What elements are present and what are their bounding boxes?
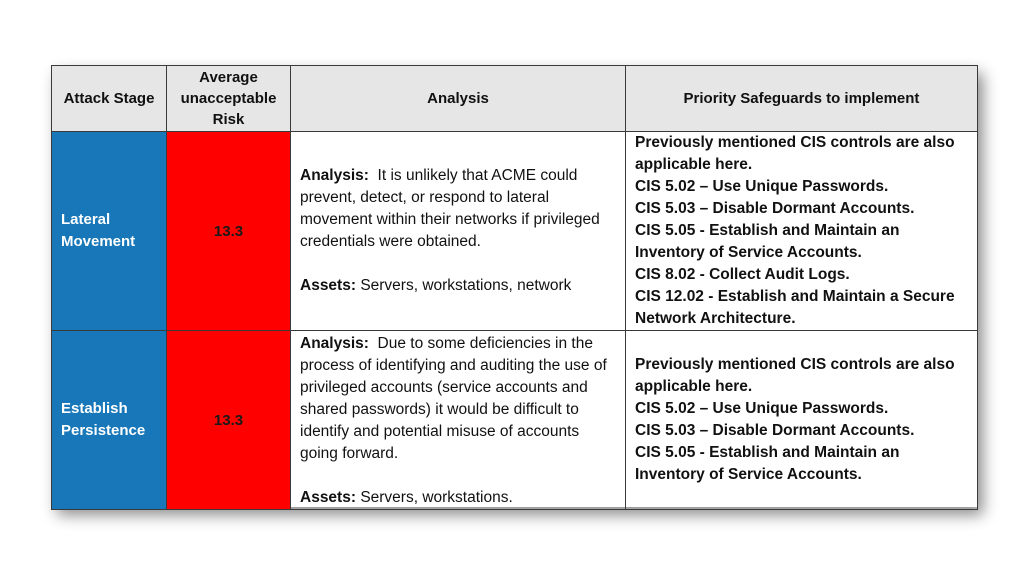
header-average-risk [167,66,291,132]
risk-score-cell [167,331,291,510]
header-average-risk-label: Average unacceptable Risk [180,69,277,128]
safeguard-item: CIS 5.05 - Establish and Maintain an Inventory of Service Accounts. [635,444,900,483]
analysis-cell [291,132,626,331]
safeguard-item: CIS 5.03 – Disable Dormant Accounts. [635,422,915,439]
header-attack-stage: Attack Stage [52,66,167,132]
risk-table-container [51,65,977,507]
safeguard-item: Previously mentioned CIS controls are also applicable here. [635,356,955,395]
analysis-cell [291,331,626,510]
safeguard-item: CIS 8.02 - Collect Audit Logs. [635,266,850,283]
attack-stage-cell [52,132,167,331]
safeguards-cell [626,132,978,331]
risk-score-value: 13.3 [213,411,244,429]
risk-table [51,65,978,510]
risk-score-cell [167,132,291,331]
attack-stage-label: Lateral Movement [61,211,136,250]
table-header-row [52,66,978,132]
header-priority-safeguards: Priority Safeguards to implement [626,66,978,132]
assets-label: Assets: [300,277,356,294]
analysis-text: Due to some deficiencies in the process of identifying and auditing the use of privileged accounts (service accounts and shared passwords) it would be difficult to identify and potential misuse of accounts going forward. [300,335,607,462]
safeguard-item: CIS 5.02 – Use Unique Passwords. [635,178,889,195]
safeguard-item: CIS 5.03 – Disable Dormant Accounts. [635,200,915,217]
assets-text: Servers, workstations. [360,489,513,506]
safeguard-item: Previously mentioned CIS controls are also applicable here. [635,134,955,173]
safeguard-item: CIS 12.02 - Establish and Maintain a Secure Network Architecture. [635,288,955,327]
header-analysis: Analysis [291,66,626,132]
risk-score-value: 13.3 [213,222,244,240]
safeguard-item: CIS 5.05 - Establish and Maintain an Inventory of Service Accounts. [635,222,900,261]
assets-label: Assets: [300,489,356,506]
assets-paragraph [300,487,619,509]
table-row [52,132,978,331]
safeguards-cell [626,331,978,510]
assets-paragraph [300,275,619,297]
analysis-label: Analysis: [300,335,369,352]
assets-text: Servers, workstations, network [360,277,572,294]
analysis-paragraph [300,333,619,465]
attack-stage-label: Establish Persistence [61,400,146,439]
table-row [52,331,978,510]
analysis-paragraph [300,165,619,253]
safeguard-item: CIS 5.02 – Use Unique Passwords. [635,400,889,417]
analysis-label: Analysis: [300,167,369,184]
attack-stage-cell [52,331,167,510]
analysis-text: It is unlikely that ACME could prevent, detect, or respond to lateral movement within their networks if privileged credentials were obtained. [300,167,600,250]
